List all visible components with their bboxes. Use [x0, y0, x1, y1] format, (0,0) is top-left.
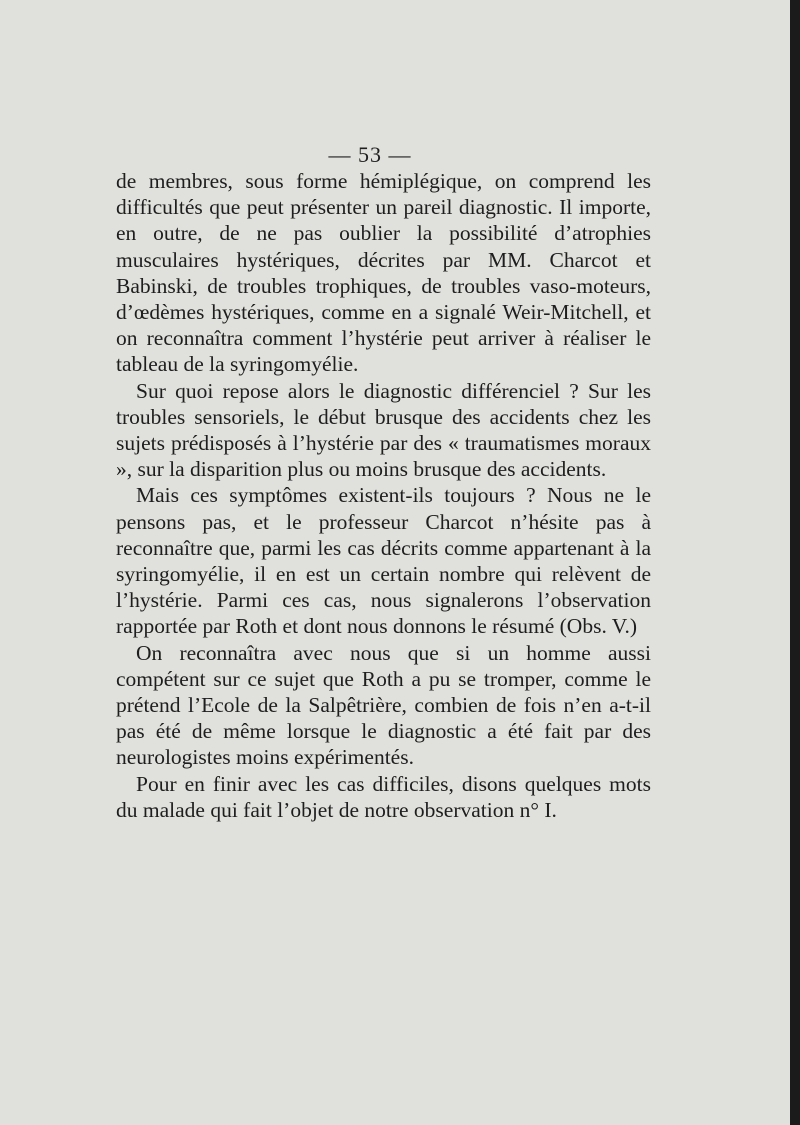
page-number: — 53 — — [328, 142, 412, 167]
paragraph: Mais ces symptômes existent-ils toujours ? Nous ne le pensons pas, et le professeur Charcot n’hésite pas à reconnaître que, parmi les cas décrits comme appartenant à la syringomyélie, il en est un certain nombre qui relèvent de l’hystérie. Parmi ces cas, nous signalerons l’observation rapportée par Roth et dont nous donnons le résumé (Obs. V.) — [116, 483, 651, 639]
paragraph: On reconnaîtra avec nous que si un homme aussi compétent sur ce sujet que Roth a pu se tromper, comme le prétend l’Ecole de la Salpêtrière, combien de fois n’en a-t-il pas été de même lorsque le diagnostic a été fait par des neurologistes moins expérimentés. — [116, 640, 651, 770]
body-text — [116, 168, 651, 823]
paragraph: de membres, sous forme hémiplégique, on comprend les difficultés que peut présenter un pareil diagnostic. Il importe, en outre, de ne pas oublier la possibilité d’atrophies musculaires hystériques, décrites par MM. Charcot et Babinski, de troubles trophiques, de troubles vaso-moteurs, d’œdèmes hystériques, comme en a signalé Weir-Mitchell, et on reconnaîtra comment l’hystérie peut arriver à réaliser le tableau de la syringomyélie. — [116, 169, 651, 377]
paragraph: Pour en finir avec les cas difficiles, disons quelques mots du malade qui fait l’objet de notre observation n° I. — [116, 771, 651, 822]
paragraph: Sur quoi repose alors le diagnostic différenciel ? Sur les troubles sensoriels, le début brusque des accidents chez les sujets prédisposés à l’hystérie par des « traumatismes moraux », sur la disparition plus ou moins brusque des accidents. — [116, 378, 651, 482]
scan-page-edge — [790, 0, 800, 1125]
